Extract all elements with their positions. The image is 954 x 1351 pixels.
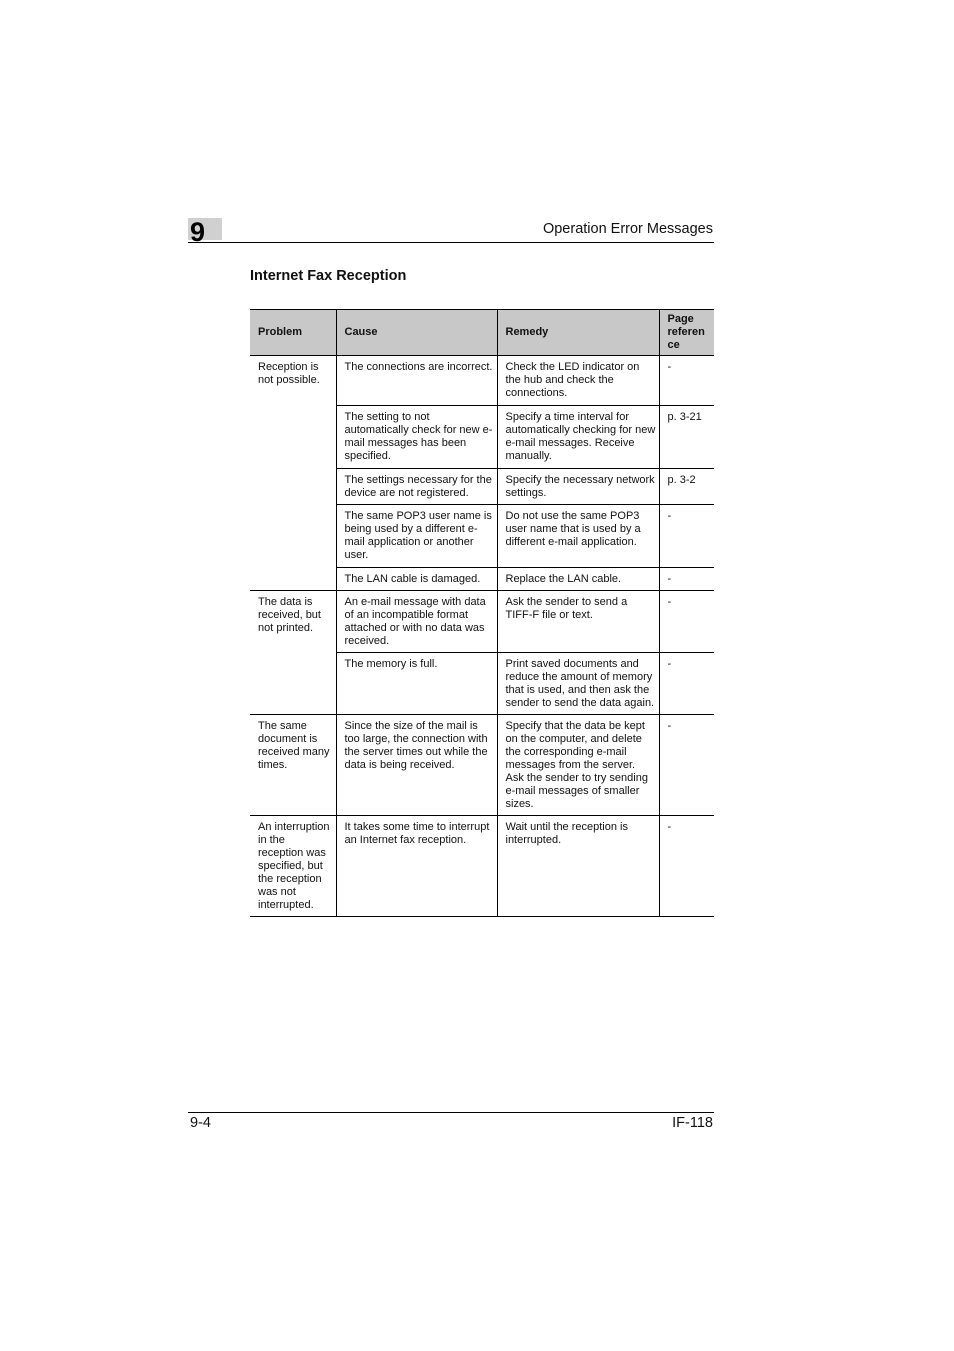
- remedy-cell: Check the LED indicator on the hub and check the connections.: [497, 356, 659, 406]
- cause-cell: It takes some time to interrupt an Internet fax reception.: [336, 816, 497, 917]
- page-reference-cell: -: [659, 816, 714, 917]
- column-header-problem: Problem: [250, 310, 336, 356]
- footer-page-number: 9-4: [190, 1115, 211, 1131]
- table-row: [250, 356, 714, 406]
- remedy-cell: Replace the LAN cable.: [497, 568, 659, 591]
- remedy-cell: Ask the sender to send a TIFF-F file or text.: [497, 591, 659, 653]
- chapter-number: 9: [190, 217, 206, 247]
- problem-cell: The data is received, but not printed.: [250, 591, 336, 715]
- table-header-row: [250, 310, 714, 356]
- cause-cell: The same POP3 user name is being used by a different e-mail application or another user.: [336, 505, 497, 568]
- page-reference-cell: p. 3-2: [659, 469, 714, 505]
- cause-cell: The connections are incorrect.: [336, 356, 497, 406]
- cause-cell: The settings necessary for the device are not registered.: [336, 469, 497, 505]
- running-header-title: Operation Error Messages: [542, 221, 713, 237]
- cause-cell: The LAN cable is damaged.: [336, 568, 497, 591]
- remedy-cell: Wait until the reception is interrupted.: [497, 816, 659, 917]
- cause-cell: Since the size of the mail is too large, the connection with the server times out while the data is being received.: [336, 715, 497, 816]
- header-rule: [188, 242, 714, 243]
- table-row: [250, 591, 714, 653]
- column-header-remedy: Remedy: [497, 310, 659, 356]
- page-reference-cell: -: [659, 356, 714, 406]
- remedy-cell: Print saved documents and reduce the amount of memory that is used, and then ask the sender to send the data again.: [497, 653, 659, 715]
- table-row: [250, 715, 714, 816]
- page-reference-cell: -: [659, 653, 714, 715]
- page-reference-cell: -: [659, 505, 714, 568]
- page-reference-cell: -: [659, 715, 714, 816]
- table-row: [250, 816, 714, 917]
- section-title: Internet Fax Reception: [250, 268, 407, 284]
- remedy-cell: Do not use the same POP3 user name that is used by a different e-mail application.: [497, 505, 659, 568]
- page-reference-cell: -: [659, 591, 714, 653]
- column-header-cause: Cause: [336, 310, 497, 356]
- remedy-cell: Specify a time interval for automatically checking for new e-mail messages. Receive manually.: [497, 406, 659, 469]
- column-header-page-reference: Page referen ce: [659, 310, 714, 356]
- footer-rule: [188, 1112, 714, 1113]
- remedy-cell: Specify the necessary network settings.: [497, 469, 659, 505]
- cause-cell: The memory is full.: [336, 653, 497, 715]
- page-reference-cell: p. 3-21: [659, 406, 714, 469]
- problem-cell: Reception is not possible.: [250, 356, 336, 591]
- error-table: [250, 309, 714, 917]
- table-body: [250, 356, 714, 917]
- problem-cell: The same document is received many times.: [250, 715, 336, 816]
- cause-cell: The setting to not automatically check for new e-mail messages has been specified.: [336, 406, 497, 469]
- problem-cell: An interruption in the reception was specified, but the reception was not interrupted.: [250, 816, 336, 917]
- remedy-cell: Specify that the data be kept on the computer, and delete the corresponding e-mail messages from the server. Ask the sender to try sending e-mail messages of smaller sizes.: [497, 715, 659, 816]
- cause-cell: An e-mail message with data of an incompatible format attached or with no data was received.: [336, 591, 497, 653]
- footer-model: IF-118: [672, 1115, 713, 1131]
- page-reference-cell: -: [659, 568, 714, 591]
